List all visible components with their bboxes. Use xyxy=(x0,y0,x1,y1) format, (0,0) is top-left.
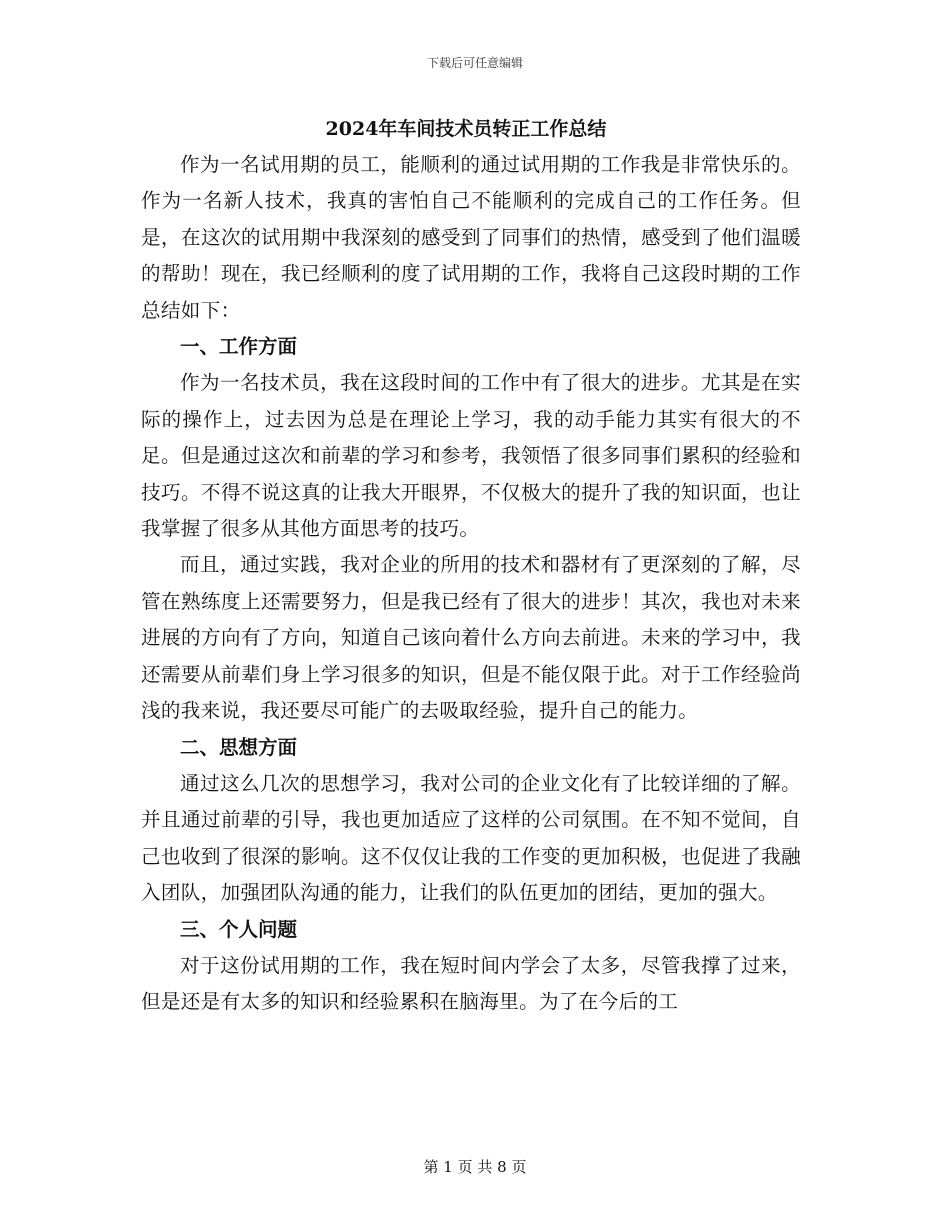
page-header-note: 下载后可任意编辑 xyxy=(426,56,523,70)
personal-paragraph-1: 对于这份试用期的工作，我在短时间内学会了太多，尽管我撑了过来，但是还是有太多的知识和经验累积在脑海里。为了在今后的工 xyxy=(141,953,801,1014)
page-number-footer: 第 1 页 共 8 页 xyxy=(423,1158,527,1176)
work-paragraph-2: 而且，通过实践，我对企业的所用的技术和器材有了更深刻的了解，尽管在熟练度上还需要努力，但是我已经有了很大的进步！其次，我也对未来进展的方向有了方向，知道自己该向着什么方向去前进。未来的学习中，我还需要从前辈们身上学习很多的知识，但是不能仅限于此。对于工作经验尚浅的我来说，我还要尽可能广的去吸取经验，提升自己的能力。 xyxy=(141,553,801,723)
section-heading-thought: 二、思想方面 xyxy=(180,735,298,759)
document-title: 2024年车间技术员转正工作总结 xyxy=(325,118,607,140)
intro-paragraph: 作为一名试用期的员工，能顺利的通过试用期的工作我是非常快乐的。作为一名新人技术，我真的害怕自己不能顺利的完成自己的工作任务。但是，在这次的试用期中我深刻的感受到了同事们的热情，感受到了他们温暖的帮助！现在，我已经顺利的度了试用期的工作，我将自己这段时期的工作总结如下： xyxy=(141,153,801,322)
section-heading-work: 一、工作方面 xyxy=(180,335,298,359)
thought-paragraph-1: 通过这么几次的思想学习，我对公司的企业文化有了比较详细的了解。并且通过前辈的引导，我也更加适应了这样的公司氛围。在不知不觉间，自己也收到了很深的影响。这不仅仅让我的工作变的更加积极，也促进了我融入团队，加强团队沟通的能力，让我们的队伍更加的团结，更加的强大。 xyxy=(141,771,801,905)
work-paragraph-1: 作为一名技术员，我在这段时间的工作中有了很大的进步。尤其是在实际的操作上，过去因为总是在理论上学习，我的动手能力其实有很大的不足。但是通过这次和前辈的学习和参考，我领悟了很多同事们累积的经验和技巧。不得不说这真的让我大开眼界，不仅极大的提升了我的知识面，也让我掌握了很多从其他方面思考的技巧。 xyxy=(141,371,801,541)
document-body xyxy=(141,111,801,1021)
section-heading-personal: 三、个人问题 xyxy=(180,917,298,941)
